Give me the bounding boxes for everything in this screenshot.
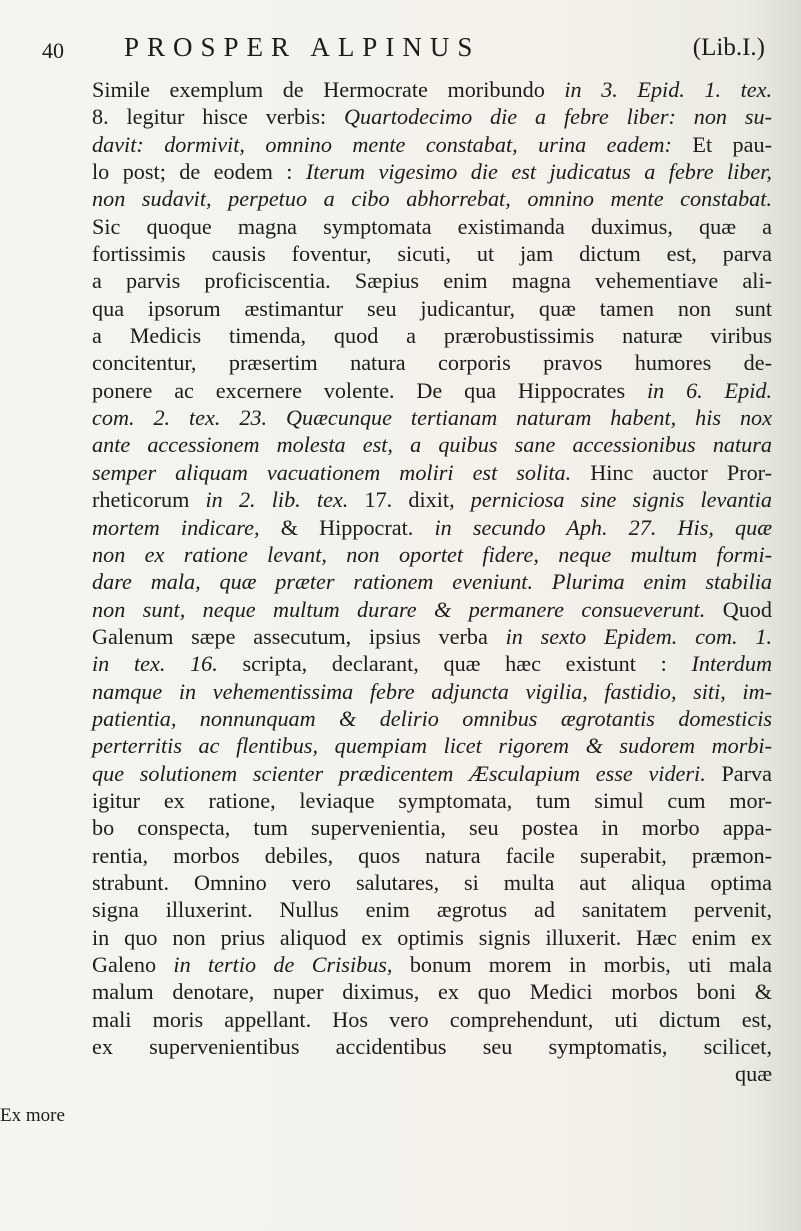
text-segment: fortissimis causis foventur, sicuti, ut jam dictum est, parva [92, 241, 772, 267]
text-line [92, 678, 772, 705]
text-line [92, 459, 772, 486]
italic-segment: dare mala, quæ præter rationem eveniunt. Plurima enim stabilia [92, 569, 772, 595]
text-line [92, 650, 772, 677]
text-line [92, 1033, 772, 1060]
running-header [42, 30, 771, 70]
italic-segment: in sexto Epidem. com. 1. [505, 623, 772, 649]
text-segment: Simile exemplum de Hermocrate moribundo [92, 77, 565, 102]
italic-segment: que solutionem scienter prædicentem Æsculapium esse videri. [92, 760, 722, 786]
italic-segment: com. 2. tex. 23. Quæcunque tertianam naturam habent, his nox [92, 405, 772, 431]
text-segment: 17. dixit, [348, 487, 471, 513]
text-line [92, 431, 772, 458]
text-line [92, 295, 772, 322]
italic-segment: mortem indicare, [92, 514, 260, 540]
text-segment: qua ipsorum æstimantur seu judicantur, quæ tamen non sunt [92, 295, 772, 321]
text-line [92, 377, 772, 404]
text-line [92, 404, 772, 431]
text-line [92, 896, 772, 923]
text-line [92, 924, 772, 951]
text-line [92, 185, 772, 212]
text-segment: bo conspecta, tum supervenientia, seu postea in morbo appa- [92, 815, 772, 841]
text-line [92, 158, 772, 185]
italic-segment: in tex. 16. [92, 651, 218, 677]
italic-segment: in tertio de Crisibus, [173, 952, 393, 977]
text-line [92, 732, 772, 759]
italic-segment: in 6. Epid. [647, 377, 772, 403]
text-line [92, 787, 772, 814]
margin-note: Ex more [0, 1105, 65, 1126]
text-line [92, 978, 772, 1005]
text-segment: ponere ac excernere volente. De qua Hippocrates [92, 377, 647, 403]
text-line [92, 131, 772, 158]
text-segment: lo post; de eodem : [92, 159, 306, 185]
italic-segment: in 2. lib. tex. [205, 487, 349, 513]
text-line [92, 349, 772, 376]
text-segment: scripta, declarant, quæ hæc existunt : [217, 651, 692, 677]
text-segment: concitentur, præsertim natura corporis pravos humores de- [92, 350, 772, 376]
text-segment: a Medicis timenda, quod a prærobustissimis naturæ viribus [92, 323, 772, 349]
text-line [92, 514, 772, 541]
italic-segment: in 3. Epid. 1. tex. [564, 77, 772, 102]
text-line [92, 213, 772, 240]
text-segment: 8. legitur hisce verbis: [92, 104, 344, 130]
text-segment: Quod [722, 596, 772, 622]
text-segment: ex supervenientibus accidentibus seu symptomatis, scilicet, [92, 1034, 772, 1060]
text-line [92, 322, 772, 349]
italic-segment: non ex ratione levant, non oportet fidere, neque multum formi- [92, 541, 772, 567]
text-line [92, 596, 772, 623]
text-segment: Galenum sæpe assecutum, ipsius verba [92, 623, 506, 649]
text-segment: quæ [735, 1061, 772, 1087]
italic-segment: in secundo Aph. 27. His, quæ [434, 514, 772, 540]
text-line [92, 568, 772, 595]
italic-segment: perterritis ac flentibus, quempiam licet rigorem & sudorem morbi- [92, 733, 772, 759]
text-line [92, 1006, 772, 1033]
italic-segment: davit: dormivit, omnino mente constabat, urina eadem: [92, 131, 693, 157]
text-line [92, 842, 772, 869]
italic-segment: non sudavit, perpetuo a cibo abhorrebat, omnino mente constabat. [92, 186, 772, 212]
italic-segment: Interdum [691, 651, 772, 677]
text-segment: in quo non prius aliquod ex optimis signis illuxerit. Hæc enim ex [92, 924, 772, 950]
running-title: PROSPER ALPINUS [124, 32, 481, 62]
text-line [92, 103, 772, 130]
text-segment: rentia, morbos debiles, quos natura facile superabit, præmon- [92, 842, 772, 868]
italic-segment: Iterum vigesimo die est judicatus a febre liber, [305, 159, 772, 185]
italic-segment: patientia, nonnunquam & delirio omnibus ægrotantis domesticis [92, 705, 772, 731]
text-line [92, 1060, 772, 1087]
text-segment: Parva [721, 760, 772, 786]
italic-segment: non sunt, neque multum durare & permanere consueverunt. [92, 596, 723, 622]
text-segment: Sic quoque magna symptomata existimanda duximus, quæ a [92, 213, 772, 239]
text-segment: a parvis proficiscentia. Sæpius enim magna vehementiave ali- [92, 268, 772, 294]
text-line [92, 814, 772, 841]
text-line [92, 623, 772, 650]
text-line [92, 486, 772, 513]
italic-segment: perniciosa sine signis levantia [470, 487, 772, 513]
italic-segment: namque in vehementissima febre adjuncta vigilia, fastidio, siti, im- [92, 678, 772, 704]
text-line [92, 705, 772, 732]
text-line [92, 240, 772, 267]
text-segment: igitur ex ratione, leviaque symptomata, tum simul cum mor- [92, 787, 772, 813]
text-segment: rheticorum [92, 487, 206, 513]
book-number: (Lib.I.) [692, 34, 765, 61]
body-text [92, 76, 772, 1088]
text-segment: Galeno [92, 952, 174, 977]
text-segment: mali moris appellant. Hos vero comprehendunt, uti dictum est, [92, 1006, 772, 1032]
text-segment: strabunt. Omnino vero salutares, si multa aut aliqua optima [92, 869, 772, 895]
text-segment: signa illuxerint. Nullus enim ægrotus ad sanitatem pervenit, [92, 897, 772, 923]
page-number: 40 [42, 38, 64, 63]
text-line [92, 76, 772, 103]
text-line [92, 541, 772, 568]
text-segment: Et pau- [692, 131, 772, 157]
text-segment: bonum morem in morbis, uti mala [392, 952, 772, 977]
italic-segment: semper aliquam vacuationem moliri est solita. [92, 459, 591, 485]
text-segment: malum denotare, nuper diximus, ex quo Medici morbos boni & [92, 979, 772, 1005]
text-line [92, 267, 772, 294]
text-line [92, 760, 772, 787]
italic-segment: ante accessionem molesta est, a quibus sane accessionibus natura [92, 432, 772, 458]
italic-segment: Quartodecimo die a febre liber: non su- [343, 104, 772, 130]
text-line [92, 951, 772, 978]
text-line [92, 869, 772, 896]
text-segment: & Hippocrat. [259, 514, 435, 540]
text-segment: Hinc auctor Pror- [590, 459, 772, 485]
